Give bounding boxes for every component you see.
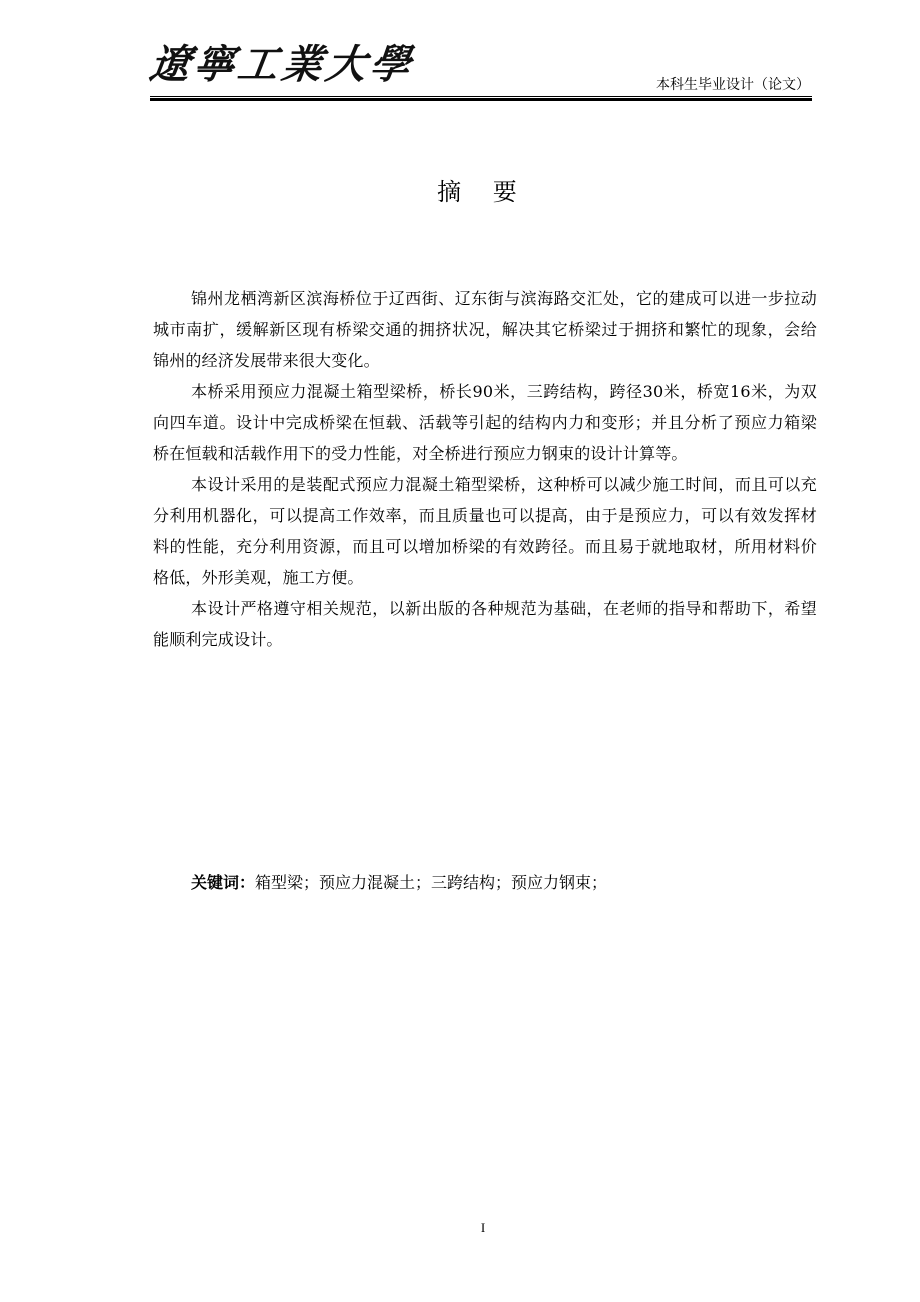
header-divider-thick <box>150 98 812 101</box>
abstract-body <box>153 283 817 655</box>
keywords-line <box>191 869 811 897</box>
page-title: 摘 要 <box>437 178 529 206</box>
header-subtitle: 本科生毕业设计（论文） <box>656 77 810 93</box>
abstract-paragraph-2: 本桥采用预应力混凝土箱型梁桥，桥长90米，三跨结构，跨径30米，桥宽16米，为双向四车道。设计中完成桥梁在恒载、活载等引起的结构内力和变形；并且分析了预应力箱梁桥在恒载和活载作用下的受力性能，对全桥进行预应力钢束的设计计算等。 <box>153 382 817 463</box>
keywords-label: 关键词： <box>191 873 256 892</box>
abstract-paragraph-3: 本设计采用的是装配式预应力混凝土箱型梁桥，这种桥可以减少施工时间，而且可以充分利用机器化，可以提高工作效率，而且质量也可以提高，由于是预应力，可以有效发挥材料的性能，充分利用资源，而且可以增加桥梁的有效跨径。而且易于就地取材，所用材料价格低，外形美观，施工方便。 <box>153 475 817 587</box>
keywords-text: 箱型梁；预应力混凝土；三跨结构；预应力钢束； <box>255 873 608 892</box>
header-divider-thin <box>150 96 812 97</box>
abstract-paragraph-1: 锦州龙栖湾新区滨海桥位于辽西街、辽东街与滨海路交汇处，它的建成可以进一步拉动城市南扩，缓解新区现有桥梁交通的拥挤状况，解决其它桥梁过于拥挤和繁忙的现象，会给锦州的经济发展带来很大变化。 <box>153 289 817 370</box>
page-number: I <box>480 1220 486 1235</box>
abstract-paragraph-4: 本设计严格遵守相关规范，以新出版的各种规范为基础，在老师的指导和帮助下，希望能顺利完成设计。 <box>153 599 817 649</box>
university-logo: 遼寧工業大學 <box>146 41 418 88</box>
